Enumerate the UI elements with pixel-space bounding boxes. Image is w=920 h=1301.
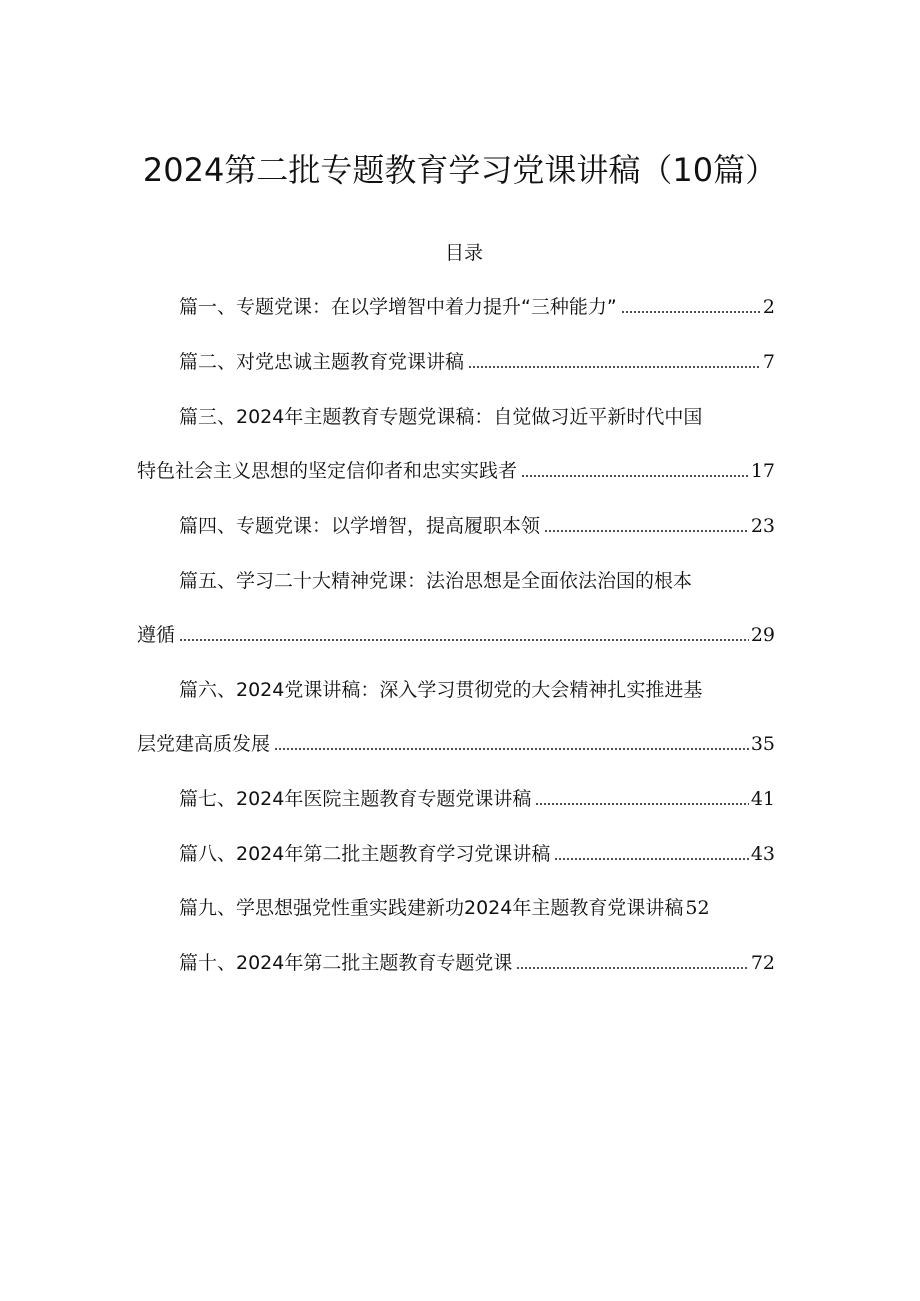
toc-entry-5[interactable]: [137, 566, 775, 596]
toc-entry-8[interactable]: [137, 839, 775, 869]
toc-entry-6[interactable]: [137, 675, 775, 705]
toc-entry-title: 篇七、2024年医院主题教育专题党课讲稿: [179, 788, 532, 810]
toc-entry-10[interactable]: [137, 948, 775, 978]
dot-leader: [179, 639, 749, 641]
dot-leader: [554, 858, 748, 860]
dot-leader: [621, 311, 761, 313]
toc-entry-6-continued[interactable]: [137, 729, 775, 759]
toc-entry-title: 篇四、专题党课：以学增智，提高履职本领: [179, 515, 541, 537]
toc-entry-page: 41: [750, 788, 775, 810]
toc-entry-page: 17: [750, 460, 775, 482]
dot-leader: [521, 475, 749, 477]
dot-leader: [274, 748, 749, 750]
dot-leader: [535, 803, 748, 805]
toc-entry-4[interactable]: [137, 511, 775, 541]
toc-entry-title: 篇六、2024党课讲稿：深入学习贯彻党的大会精神扎实推进基: [179, 679, 703, 701]
toc-entry-title: 篇三、2024年主题教育专题党课稿：自觉做习近平新时代中国: [179, 406, 703, 428]
toc-entry-title: 遵循: [137, 624, 176, 646]
toc-entry-3-continued[interactable]: [137, 456, 775, 486]
toc-entry-page: 43: [750, 843, 775, 865]
toc-entry-title: 篇八、2024年第二批主题教育学习党课讲稿: [179, 843, 551, 865]
dot-leader: [544, 530, 749, 532]
toc-entry-page: 52: [685, 897, 710, 919]
toc-entry-page: 35: [750, 733, 775, 755]
toc-entry-title: 篇五、学习二十大精神党课：法治思想是全面依法治国的根本: [179, 570, 693, 592]
toc-entry-page: 72: [750, 952, 775, 974]
toc-entry-page: 23: [750, 515, 775, 537]
toc-entry-page: 2: [762, 296, 775, 318]
toc-entry-title: 特色社会主义思想的坚定信仰者和忠实实践者: [137, 460, 518, 482]
toc-entry-page: 29: [750, 624, 775, 646]
toc-heading: 目录: [444, 242, 483, 264]
toc-entry-title: 篇一、专题党课：在以学增智中着力提升“三种能力”: [179, 296, 617, 318]
toc-entry-title: 层党建高质发展: [137, 733, 271, 755]
document-title: 2024第二批专题教育学习党课讲稿（10篇）: [142, 151, 778, 189]
dot-leader: [516, 967, 748, 969]
toc-entry-2[interactable]: [137, 347, 775, 377]
toc-entry-title: 篇九、学思想强党性重实践建新功2024年主题教育党课讲稿: [179, 897, 684, 919]
toc-entry-1[interactable]: [137, 292, 775, 322]
toc-entry-3[interactable]: [137, 402, 775, 432]
toc-entry-title: 篇二、对党忠诚主题教育党课讲稿: [179, 351, 465, 373]
toc-entry-title: 篇十、2024年第二批主题教育专题党课: [179, 952, 513, 974]
toc-entry-7[interactable]: [137, 784, 775, 814]
toc-entry-5-continued[interactable]: [137, 620, 775, 650]
toc-entry-page: 7: [762, 351, 775, 373]
toc-entry-9[interactable]: [137, 893, 775, 923]
dot-leader: [468, 366, 761, 368]
